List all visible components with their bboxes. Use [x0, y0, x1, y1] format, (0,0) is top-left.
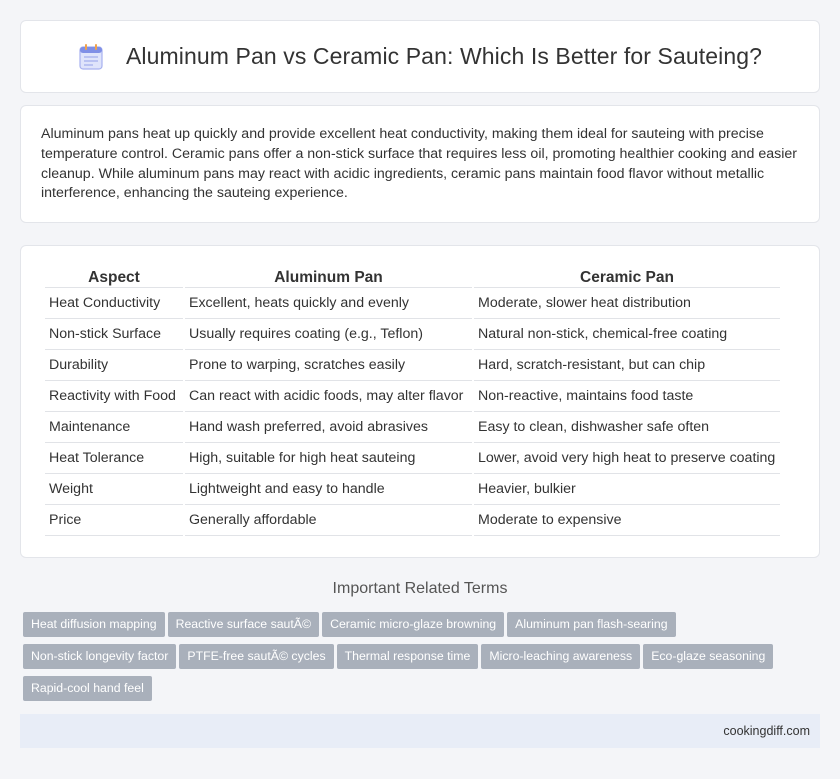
- cell-aluminum: Hand wash preferred, avoid abrasives: [185, 412, 472, 443]
- cell-ceramic: Natural non-stick, chemical-free coating: [474, 319, 780, 350]
- cell-aluminum: Usually requires coating (e.g., Teflon): [185, 319, 472, 350]
- cell-ceramic: Lower, avoid very high heat to preserve coating: [474, 443, 780, 474]
- comparison-table-card: [20, 245, 820, 558]
- header-aluminum: Aluminum Pan: [185, 264, 472, 288]
- table-row: [45, 381, 780, 412]
- cell-ceramic: Easy to clean, dishwasher safe often: [474, 412, 780, 443]
- intro-card: [20, 105, 820, 223]
- cell-aspect: Heat Tolerance: [45, 443, 183, 474]
- header-aspect: Aspect: [45, 264, 183, 288]
- related-term-tag[interactable]: Thermal response time: [337, 644, 479, 669]
- table-row: [45, 319, 780, 350]
- related-term-tag[interactable]: Heat diffusion mapping: [23, 612, 165, 637]
- related-terms-list: [23, 612, 823, 708]
- cell-ceramic: Moderate to expensive: [474, 505, 780, 536]
- table-row: [45, 412, 780, 443]
- related-term-tag[interactable]: Ceramic micro-glaze browning: [322, 612, 504, 637]
- header-ceramic: Ceramic Pan: [474, 264, 780, 288]
- table-header-row: [45, 264, 780, 288]
- cell-aspect: Non-stick Surface: [45, 319, 183, 350]
- cell-aluminum: Lightweight and easy to handle: [185, 474, 472, 505]
- related-term-tag[interactable]: Reactive surface sautÃ©: [168, 612, 320, 637]
- related-term-tag[interactable]: Aluminum pan flash-searing: [507, 612, 675, 637]
- table-row: [45, 288, 780, 319]
- table-row: [45, 443, 780, 474]
- related-term-tag[interactable]: Micro-leaching awareness: [481, 644, 640, 669]
- table-row: [45, 505, 780, 536]
- calendar-icon: [78, 43, 104, 71]
- related-terms-title: Important Related Terms: [332, 580, 508, 597]
- cell-aspect: Heat Conductivity: [45, 288, 183, 319]
- cell-aluminum: Excellent, heats quickly and evenly: [185, 288, 472, 319]
- comparison-table: [43, 264, 782, 536]
- page-header: [20, 20, 820, 93]
- table-row: [45, 350, 780, 381]
- cell-aspect: Weight: [45, 474, 183, 505]
- related-term-tag[interactable]: PTFE-free sautÃ© cycles: [179, 644, 333, 669]
- cell-aluminum: Can react with acidic foods, may alter flavor: [185, 381, 472, 412]
- related-term-tag[interactable]: Eco-glaze seasoning: [643, 644, 773, 669]
- footer: [20, 714, 820, 748]
- footer-site-link[interactable]: cookingdiff.com: [723, 724, 810, 738]
- cell-aspect: Reactivity with Food: [45, 381, 183, 412]
- page-title: Aluminum Pan vs Ceramic Pan: Which Is Better for Sauteing?: [125, 43, 762, 69]
- cell-ceramic: Moderate, slower heat distribution: [474, 288, 780, 319]
- cell-aluminum: Generally affordable: [185, 505, 472, 536]
- cell-ceramic: Hard, scratch-resistant, but can chip: [474, 350, 780, 381]
- cell-aspect: Maintenance: [45, 412, 183, 443]
- table-row: [45, 474, 780, 505]
- cell-ceramic: Non-reactive, maintains food taste: [474, 381, 780, 412]
- cell-aspect: Durability: [45, 350, 183, 381]
- cell-ceramic: Heavier, bulkier: [474, 474, 780, 505]
- related-term-tag[interactable]: Non-stick longevity factor: [23, 644, 176, 669]
- cell-aluminum: High, suitable for high heat sauteing: [185, 443, 472, 474]
- cell-aluminum: Prone to warping, scratches easily: [185, 350, 472, 381]
- intro-text: Aluminum pans heat up quickly and provide excellent heat conductivity, making them ideal for sauteing with precise temperature control. Ceramic pans offer a non-stick surface that requires less oil, promoting healthier cooking and easier cleanup. While aluminum pans may react with acidic ingredients, ceramic pans maintain food flavor without metallic interference, enhancing the sauteing experience.: [41, 126, 797, 202]
- cell-aspect: Price: [45, 505, 183, 536]
- related-term-tag[interactable]: Rapid-cool hand feel: [23, 676, 152, 701]
